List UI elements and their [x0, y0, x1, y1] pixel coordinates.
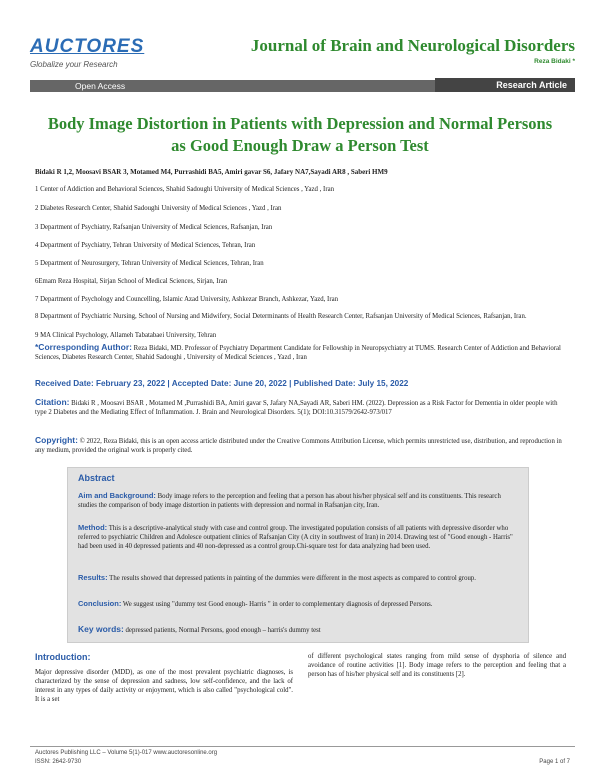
aim-text: Body image refers to the perception and feeling that a person has about his/her physical self and its constituents. This research studies the comparison of body image distortion in patients with depression and normal in Rafsanjan city, Iran.	[78, 493, 501, 509]
affiliation: 7 Department of Psychology and Councelling, Islamic Azad University, Ashkezar Branch, Ashkezar, Yazd, Iran	[35, 296, 338, 303]
conclusion-label: Conclusion:	[78, 599, 122, 608]
method-text: This is a descriptive-analytical study with case and control group. The investigated population consists of all patients with depressive disorder who referred to psychiatric Children and Adolesce outpatient clinics of Rafsanjan City (A city in southwest of Iran) in 2014. Drawing test of "Good enough - Harris" had been used in 40 depressed patients and 40 non-depressed as a control group.Chi-square test for data analyzing had been used.	[78, 525, 513, 550]
affiliation: 5 Department of Neurosurgery, Tehran University of Medical Sciences, Tehran, Iran	[35, 260, 264, 267]
abstract-method	[78, 523, 520, 551]
article-title: Body Image Distortion in Patients with Depression and Normal Persons as Good Enough Draw a Person Test	[47, 114, 553, 155]
logo-tagline: Globalize your Research	[30, 60, 118, 69]
footer-issn: ISSN: 2642-9730	[35, 759, 82, 765]
abstract-keywords	[78, 625, 520, 635]
corresponding-label: *Corresponding Author:	[35, 342, 132, 352]
conclusion-text: We suggest using "dummy test Good enough- Harris " in order to complementary diagnosis of depressed Persons.	[122, 601, 433, 608]
citation-text: Bidaki R , Moosavi BSAR , Motamed M ,Purrashidi BA, Amiri gavar S, Jafary NA,Sayadi AR, Saberi HM. (2022). Depression as a Risk Factor for Dementia in older people with type 2 Diabetes and the Mediating Effect of Inflammation. J. Brain and Neurological Disorders. 5(1); DOI:10.31579/2642-973/017	[35, 400, 558, 416]
footer-divider	[30, 746, 575, 747]
footer-publisher: Auctores Publishing LLC – Volume 5(1)-017 www.auctoresonline.org	[35, 750, 218, 756]
author-list: Bidaki R 1,2, Moosavi BSAR 3, Motamed M4, Purrashidi BA5, Amiri gavar S6, Jafary NA7,Sayadi AR8 , Saberi HM9	[35, 168, 388, 176]
copyright-text: © 2022, Reza Bidaki, this is an open access article distributed under the Creative Commons Attribution License, which permits unrestricted use, distribution, and reproduction in any medium, provided the original work is properly cited.	[35, 438, 562, 454]
affiliation: 8 Department of Psychiatric Nursing, School of Nursing and Midwifery, Social Determinants of Health Research Center, Rafsanjan University of Medical Sciences, Rafsanjan, Iran.	[35, 313, 527, 320]
citation	[35, 398, 565, 417]
abstract-heading: Abstract	[78, 473, 115, 483]
article-dates: Received Date: February 23, 2022 | Accepted Date: June 20, 2022 | Published Date: July 15, 2022	[35, 379, 409, 388]
article-type-label: Research Article	[435, 78, 575, 92]
corresponding-author	[35, 343, 565, 362]
page-number: Page 1 of 7	[539, 759, 570, 765]
intro-column-right: of different psychological states ranging from mild sense of dysphoria of silence and avoidance of routine activities [1]. Body image refers to the perception and feeling that a person has of his/her physical self and its constituents [2].	[308, 653, 566, 678]
abstract-results	[78, 573, 520, 583]
open-access-label: Open Access	[75, 81, 126, 91]
affiliation: 4 Department of Psychiatry, Tehran University of Medical Sciences, Tehran, Iran	[35, 242, 256, 249]
intro-column-left: Major depressive disorder (MDD), as one of the most prevalent psychiatric diagnoses, is characterized by the sense of depression and sadness, low self-confidence, and the lack of interest in any types of daily activity or enjoyment, which is also called "psychological cold". It is a set	[35, 669, 293, 703]
copyright-label: Copyright:	[35, 435, 78, 445]
abstract-box	[67, 467, 529, 643]
aim-label: Aim and Background:	[78, 491, 156, 500]
header-band	[30, 80, 575, 92]
affiliation: 2 Diabetes Research Center, Shahid Sadoughi University of Medical Sciences , Yazd , Iran	[35, 205, 282, 212]
results-label: Results:	[78, 573, 108, 582]
publisher-logo	[30, 36, 170, 69]
copyright	[35, 436, 565, 455]
introduction-heading: Introduction:	[35, 652, 91, 662]
keywords-label: Key words:	[78, 624, 124, 634]
logo-text: AUCTORES	[30, 36, 145, 57]
keywords-text: depressed patients, Normal Persons, good enough – harris's dummy test	[125, 627, 321, 634]
method-label: Method:	[78, 523, 108, 532]
running-author: Reza Bidaki *	[534, 58, 575, 65]
corresponding-text: Reza Bidaki, MD. Professor of Psychiatry Department Candidate for Fellowship in Neuropsychiatry at TUMS. Research Center of Addiction and Behavioral Sciences, Diabetes Research Center, Shahid Sadoughi , University of Medical Sciences , Yazd , Iran	[35, 345, 561, 361]
affiliation: 9 MA Clinical Psychology, Allameh Tabatabaei University, Tehran	[35, 332, 217, 339]
results-text: The results showed that depressed patients in painting of the dummies were different in the most aspects as compared to control group.	[109, 575, 476, 582]
affiliation: 3 Department of Psychiatry, Rafsanjan University of Medical Sciences, Rafsanjan, Iran	[35, 224, 273, 231]
citation-label: Citation:	[35, 397, 70, 407]
abstract-conclusion	[78, 599, 520, 609]
abstract-aim	[78, 491, 520, 510]
affiliation: 1 Center of Addiction and Behavioral Sciences, Shahid Sadoughi University of Medical Sciences , Yazd , Iran	[35, 186, 334, 193]
affiliation: 6Emam Reza Hospital, Sirjan School of Medical Sciences, Sirjan, Iran	[35, 278, 228, 285]
journal-title: Journal of Brain and Neurological Disorders	[250, 36, 575, 55]
